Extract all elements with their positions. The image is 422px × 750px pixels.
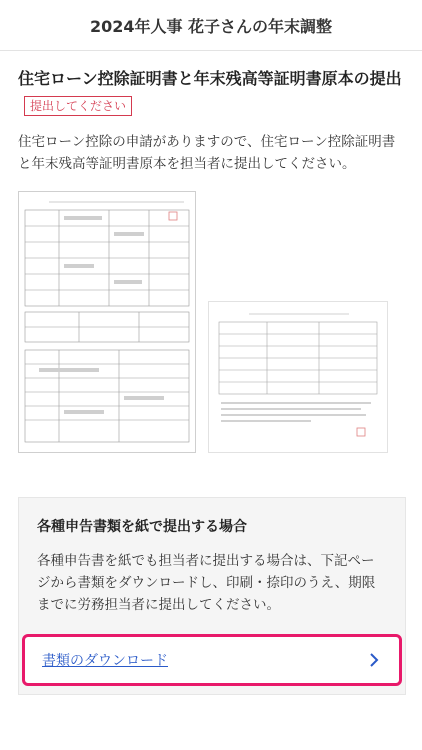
- document-samples: [18, 191, 404, 461]
- paper-submission-description: 各種申告書を紙でも担当者に提出する場合は、下記ページから書類をダウンロードし、印刷・捺印のうえ、期限までに労務担当者に提出してください。: [37, 553, 376, 613]
- paper-submission-box: [18, 497, 406, 695]
- section-title-text: 住宅ローン控除証明書と年末残高等証明書原本の提出: [18, 69, 402, 88]
- download-documents-link[interactable]: [22, 634, 402, 686]
- loan-deduction-certificate-image: [18, 191, 196, 453]
- page-title: 2024年人事 花子さんの年末調整: [89, 16, 333, 36]
- download-documents-label[interactable]: 書類のダウンロード: [42, 653, 168, 669]
- status-badge: 提出してください: [24, 96, 132, 116]
- paper-submission-heading: 各種申告書類を紙で提出する場合: [37, 519, 247, 535]
- section-title: [18, 65, 404, 121]
- year-end-balance-certificate-image: [208, 301, 388, 453]
- main-content: [0, 51, 422, 695]
- section-description: 住宅ローン控除の申請がありますので、住宅ローン控除証明書と年末残高等証明書原本を担当者に提出してください。: [18, 134, 396, 172]
- header: [0, 0, 422, 51]
- chevron-right-icon: [366, 652, 382, 668]
